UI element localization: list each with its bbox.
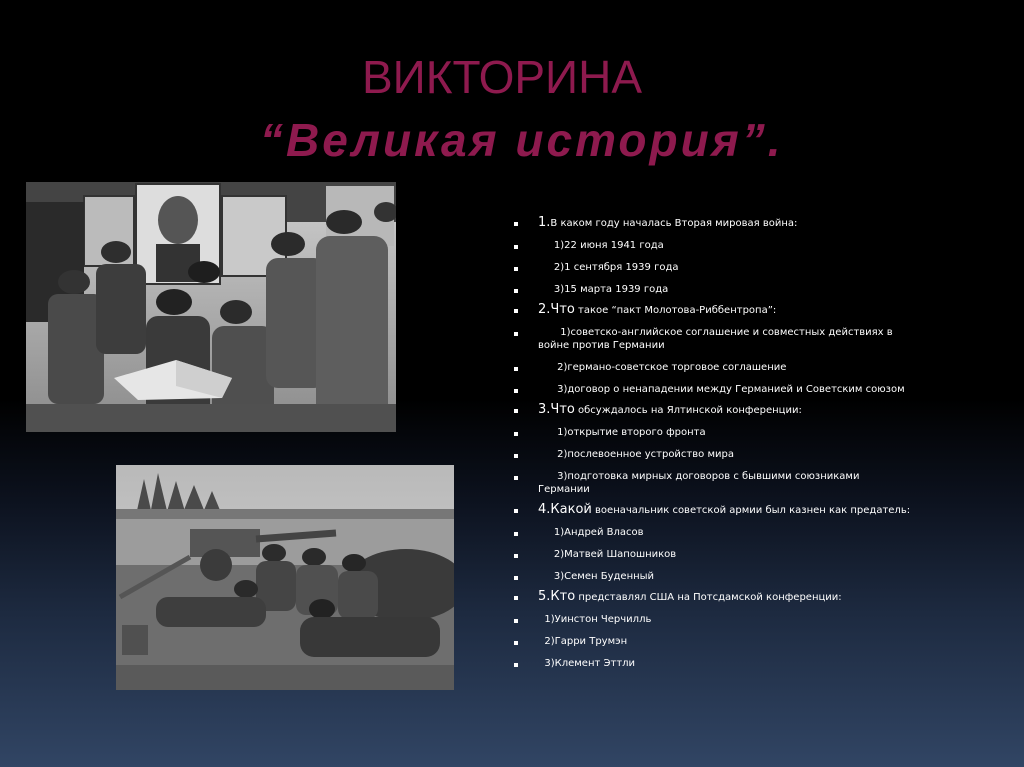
question-5-option-3: 3)Клемент Эттли (514, 657, 914, 670)
question-5-lead: 5.Кто (538, 589, 576, 604)
question-3-option-2: 2)послевоенное устройство мира (514, 448, 914, 461)
question-1-option-1: 1)22 июня 1941 года (514, 239, 914, 252)
question-1-option-2: 2)1 сентября 1939 года (514, 261, 914, 274)
question-4-option-3: 3)Семен Буденный (514, 570, 914, 583)
question-5-option-2: 2)Гарри Трумэн (514, 635, 914, 648)
question-2-lead: 2.Что (538, 302, 575, 317)
question-4 (514, 503, 914, 517)
question-1-lead: 1. (538, 215, 551, 230)
title-line-2: “Великая история”. (260, 114, 784, 166)
question-1 (514, 216, 914, 230)
soldiers-at-field-gun-photo (116, 465, 454, 690)
question-2-option-1: 1)советско-английское соглашение и совместных действиях в войне против Германии (514, 326, 914, 352)
question-1-text: В каком году началась Вторая мировая война: (550, 218, 798, 229)
question-4-text: военачальник советской армии был казнен как предатель: (591, 505, 911, 516)
title-line-1: ВИКТОРИНА (362, 51, 642, 103)
question-3-text: обсуждалось на Ялтинской конференции: (574, 405, 802, 416)
question-5-option-1: 1)Уинстон Черчилль (514, 613, 914, 626)
question-4-lead: 4.Какой (538, 502, 592, 517)
question-2-option-3: 3)договор о ненападении между Германией и Советским союзом (514, 383, 914, 396)
question-1-option-3: 3)15 марта 1939 года (514, 283, 914, 296)
question-3 (514, 403, 914, 417)
question-5-text: представлял США на Потсдамской конференции: (575, 592, 842, 603)
officers-with-map-photo (26, 182, 396, 432)
question-3-lead: 3.Что (538, 402, 575, 417)
question-5 (514, 590, 914, 604)
question-4-option-2: 2)Матвей Шапошников (514, 548, 914, 561)
question-4-option-1: 1)Андрей Власов (514, 526, 914, 539)
question-2-option-2: 2)германо-советское торговое соглашение (514, 361, 914, 374)
question-2 (514, 303, 914, 317)
question-3-option-3: 3)подготовка мирных договоров с бывшими союзниками Германии (514, 470, 914, 496)
question-2-text: такое “пакт Молотова-Риббентропа”: (574, 305, 777, 316)
question-3-option-1: 1)открытие второго фронта (514, 426, 914, 439)
quiz-list (514, 216, 914, 670)
